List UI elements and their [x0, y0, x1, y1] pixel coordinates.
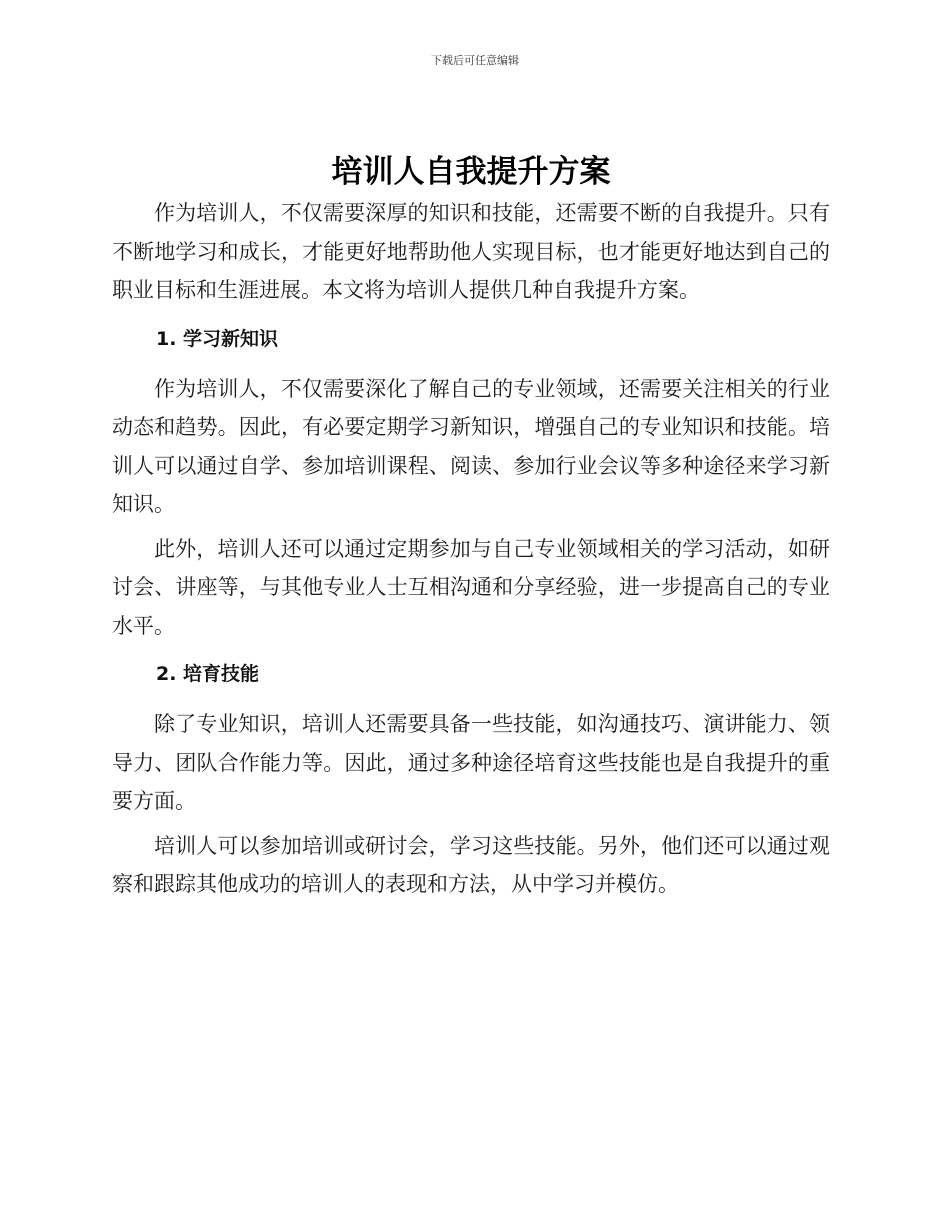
section-heading: 2. 培育技能 [156, 663, 260, 685]
paragraph: 除了专业知识，培训人还需要具备一些技能，如沟通技巧、演讲能力、领导力、团队合作能力等。因此，通过多种途径培育这些技能也是自我提升的重要方面。 [112, 712, 830, 813]
paragraph: 作为培训人，不仅需要深化了解自己的专业领域，还需要关注相关的行业动态和趋势。因此，有必要定期学习新知识，增强自己的专业知识和技能。培训人可以通过自学、参加培训课程、阅读、参加行业会议等多种途径来学习新知识。 [112, 376, 830, 516]
section-cultivate-skills [112, 659, 830, 904]
document-body [112, 150, 830, 904]
page-header: 下载后可任意编辑 [431, 54, 519, 67]
section-heading: 1. 学习新知识 [156, 327, 279, 350]
intro-paragraph: 作为培训人，不仅需要深厚的知识和技能，还需要不断的自我提升。只有不断地学习和成长，才能更好地帮助他人实现目标，也才能更好地达到自己的职业目标和生涯进展。本文将为培训人提供几种自我提升方案。 [112, 201, 830, 302]
paragraph: 培训人可以参加培训或研讨会，学习这些技能。另外，他们还可以通过观察和跟踪其他成功的培训人的表现和方法，从中学习并模仿。 [112, 833, 830, 896]
document-title: 培训人自我提升方案 [331, 154, 611, 190]
section-learn-new-knowledge [112, 324, 830, 646]
paragraph: 此外，培训人还可以通过定期参加与自己专业领域相关的学习活动，如研讨会、讲座等，与其他专业人士互相沟通和分享经验，进一步提高自己的专业水平。 [112, 536, 830, 638]
